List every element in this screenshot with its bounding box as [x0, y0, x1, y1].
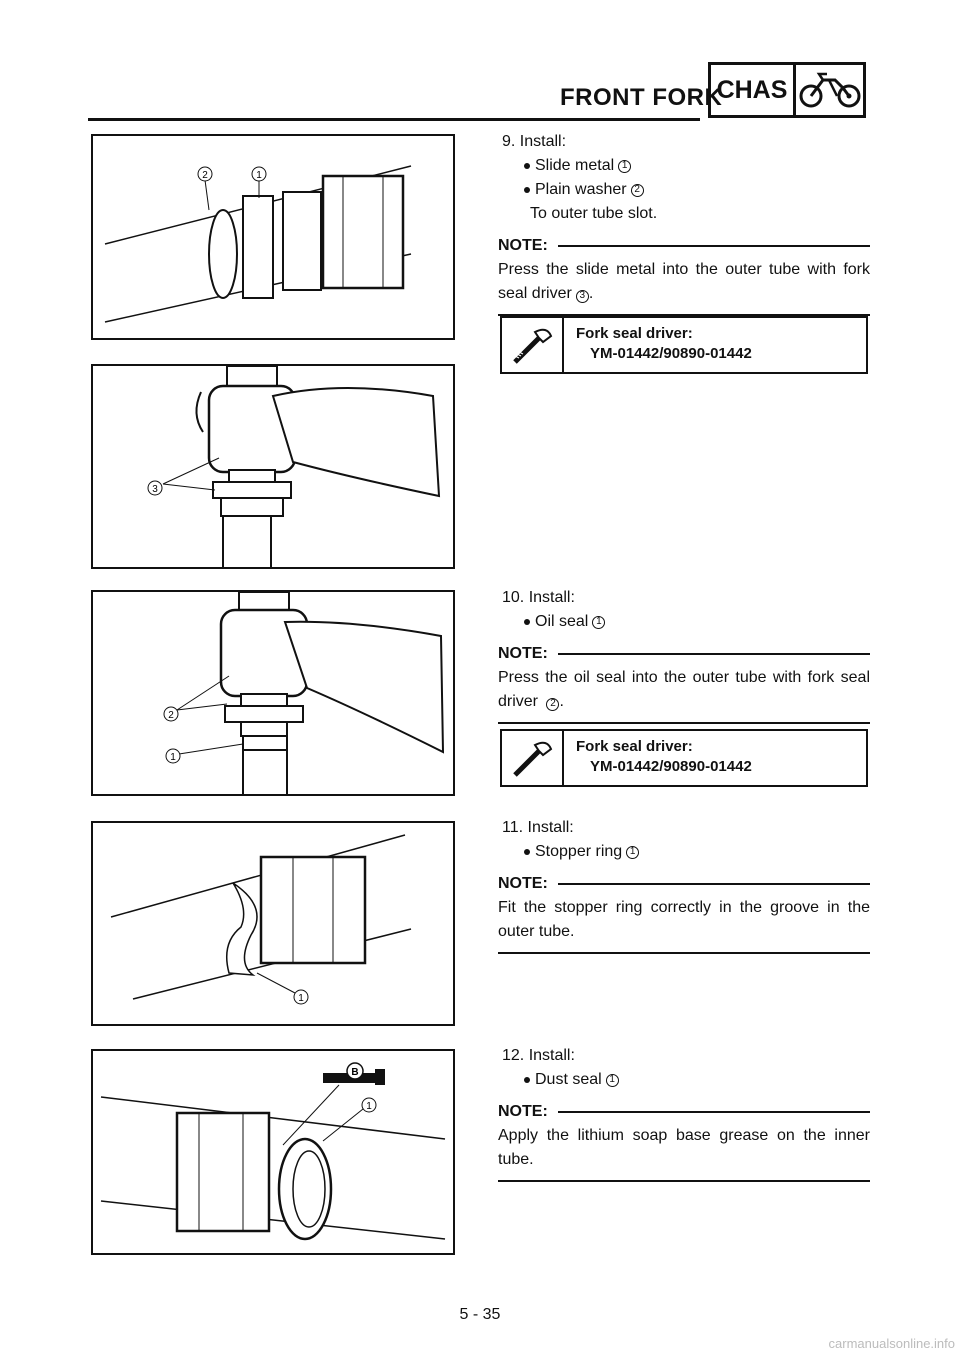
note-text: Press the oil seal into the outer tube with fork seal driver 2 . [498, 669, 870, 710]
list-item: Slide metal 1 [524, 154, 870, 178]
figure-dust-seal [91, 1049, 455, 1255]
header-rule [88, 118, 700, 121]
list-item: Oil seal 1 [524, 610, 870, 634]
chapter-tag: CHAS [711, 65, 796, 115]
step-10 [498, 586, 870, 724]
wrench-tool-icon [502, 731, 564, 785]
list-item: Plain washer 2 [524, 178, 870, 202]
callout-1 [166, 749, 180, 763]
wrench-tool-icon [502, 318, 564, 372]
motorcycle-icon [796, 65, 863, 115]
list-item: Stopper ring 1 [524, 840, 870, 864]
ref-number: 2 [631, 184, 644, 197]
note-text: Apply the lithium soap base grease on the inner tube. [498, 1127, 870, 1168]
ref-number: 1 [626, 846, 639, 859]
step-12 [498, 1044, 870, 1182]
ref-number: 1 [606, 1074, 619, 1087]
svg-text:1: 1 [366, 1101, 372, 1112]
list-item: Dust seal 1 [524, 1068, 870, 1092]
note-header: NOTE: [498, 642, 870, 666]
bullet-icon [524, 1077, 530, 1083]
note-end-rule [498, 1180, 870, 1182]
svg-text:2: 2 [202, 170, 208, 181]
svg-text:3: 3 [152, 484, 158, 495]
bullet-icon [524, 849, 530, 855]
note-end-rule [498, 722, 870, 724]
bullet-icon [524, 163, 530, 169]
note-header: NOTE: [498, 234, 870, 258]
note-text: Press the slide metal into the outer tube with fork seal driver 3 . [498, 261, 870, 302]
figure-fork-seal-driver-slide-metal [91, 364, 455, 569]
ref-number: 2 [546, 698, 559, 711]
svg-text:2: 2 [168, 710, 174, 721]
section-title: FRONT FORK [560, 84, 723, 111]
chapter-tab [708, 62, 866, 118]
svg-text:1: 1 [256, 170, 262, 181]
ref-number: 1 [592, 616, 605, 629]
bullet-icon [524, 619, 530, 625]
sub-text: To outer tube slot. [530, 205, 658, 222]
watermark: carmanualsonline.info [828, 1336, 955, 1351]
tool-name: Fork seal driver: [576, 738, 693, 755]
special-tool-box [500, 729, 868, 787]
callout-2 [164, 707, 178, 721]
figure-stopper-ring [91, 821, 455, 1026]
figure-slide-metal-washer [91, 134, 455, 340]
tool-name: Fork seal driver: [576, 325, 693, 342]
grease-symbol-letter: B [351, 1067, 359, 1078]
tool-number: YM-01442/90890-01442 [590, 345, 752, 362]
step-11 [498, 816, 870, 954]
note-header: NOTE: [498, 872, 870, 896]
callout-3 [148, 481, 162, 495]
callout-1 [252, 167, 266, 181]
svg-text:1: 1 [170, 752, 176, 763]
ref-number: 3 [576, 290, 589, 303]
figure-fork-seal-driver-oil-seal [91, 590, 455, 796]
tool-number: YM-01442/90890-01442 [590, 758, 752, 775]
special-tool-box [500, 316, 868, 374]
ref-number: 1 [618, 160, 631, 173]
callout-1 [362, 1098, 376, 1112]
page-number: 5 - 35 [459, 1306, 501, 1323]
svg-text:1: 1 [298, 993, 304, 1004]
step-9 [498, 130, 870, 316]
note-text: Fit the stopper ring correctly in the groove in the outer tube. [498, 899, 870, 940]
note-end-rule [498, 952, 870, 954]
callout-2 [198, 167, 212, 181]
step-title: 12. Install: [502, 1047, 575, 1064]
step-title: 9. Install: [502, 133, 567, 150]
note-header: NOTE: [498, 1100, 870, 1124]
step-title: 10. Install: [502, 589, 575, 606]
bullet-icon [524, 187, 530, 193]
step-title: 11. Install: [502, 819, 574, 836]
callout-1 [294, 990, 308, 1004]
